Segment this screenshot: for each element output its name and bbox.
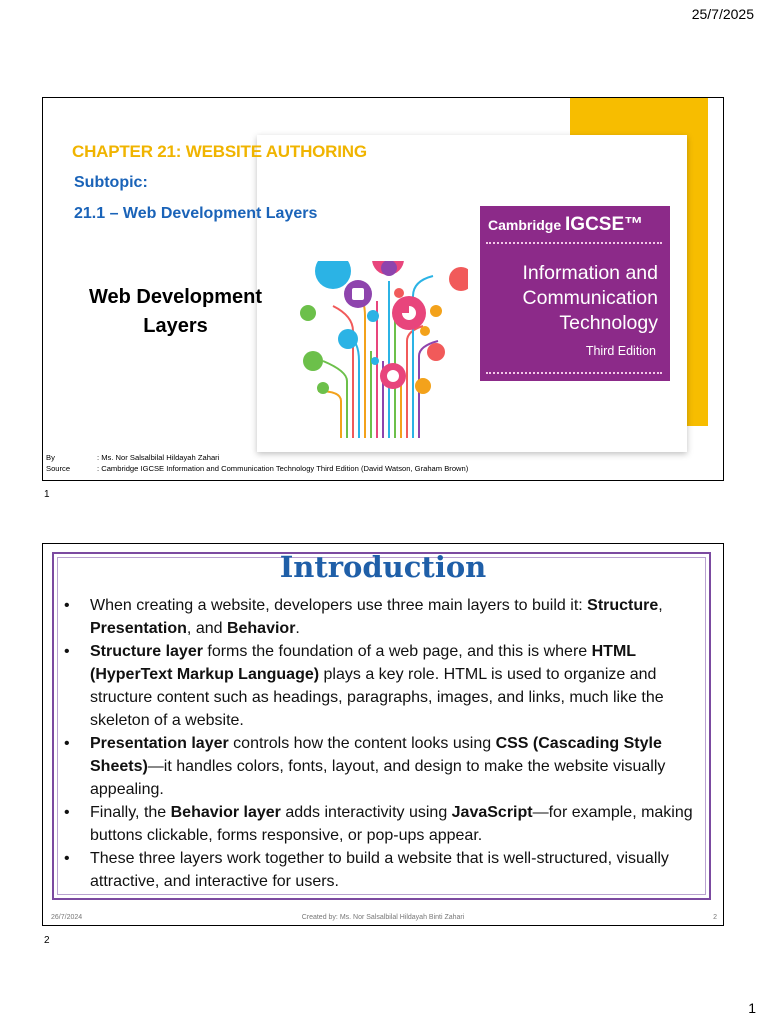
bullet-text: adds interactivity using (280, 804, 452, 821)
bullet-item (70, 847, 708, 893)
bullet-bold-text: Behavior (226, 620, 296, 637)
book-cover (480, 206, 670, 381)
bullet-text: forms the foundation of a web page, and this is where (202, 643, 592, 660)
subtopic-title: 21.1 – Web Development Layers (74, 205, 318, 222)
bullet-item (70, 801, 708, 847)
book-title-line-1: Information and (522, 262, 658, 284)
book-dots-top (486, 242, 662, 244)
book-dots-bottom (486, 372, 662, 374)
credit-source-value: : Cambridge IGCSE Information and Communication Technology Third Edition (David Watson, Graham Brown) (97, 464, 469, 473)
slide-heading-line-2: Layers (143, 315, 208, 337)
bullet-item (70, 732, 708, 801)
credit-by-label: By (46, 453, 55, 462)
slide-heading (73, 283, 278, 341)
bullet-bold-text: Presentation layer (90, 735, 229, 752)
bullet-text: plays a key role. HTML is used to organize and structure content such as headings, paragraphs, images, and links, much like the skeleton of a website. (90, 666, 664, 729)
slide-1 (42, 97, 724, 481)
bullet-text: , (658, 597, 663, 614)
bullet-bold-text: CSS (Cascading Style Sheets) (90, 735, 662, 775)
bullet-item (70, 594, 708, 640)
book-title-line-3: Technology (559, 312, 658, 334)
bullet-text: controls how the content looks using (228, 735, 496, 752)
tech-tree-illustration (293, 261, 468, 438)
bullet-text: These three layers work together to build a website that is well-structured, visually attractive, and interactive for users. (90, 850, 669, 890)
slide-title: Introduction (279, 550, 487, 584)
footer-author: Created by: Ms. Nor Salsalbilal Hildayah Binti Zahari (301, 914, 465, 921)
bullet-bold-text: Presentation (90, 620, 187, 637)
bullet-item (70, 640, 708, 732)
page-number: 1 (748, 1000, 756, 1016)
chapter-title: CHAPTER 21: WEBSITE AUTHORING (72, 142, 367, 161)
bullet-bold-text: Structure (587, 597, 659, 614)
bullet-bold-text: Structure layer (90, 643, 203, 660)
book-brand (488, 214, 643, 236)
bullet-list (70, 594, 708, 893)
slide-credits (46, 452, 468, 474)
bullet-text: , and (186, 620, 227, 637)
book-brand-series: IGCSE™ (565, 214, 644, 235)
bullet-bold-text: JavaScript (451, 804, 533, 821)
bullet-bold-text: HTML (HyperText Markup Language) (90, 643, 636, 683)
bullet-text: Finally, the (90, 804, 171, 821)
bullet-text: . (295, 620, 300, 637)
bullet-bold-text: Behavior layer (170, 804, 281, 821)
subtopic-label: Subtopic: (74, 174, 148, 191)
book-brand-name: Cambridge (488, 217, 562, 233)
credit-by (46, 452, 468, 463)
bullet-text: When creating a website, developers use three main layers to build it: (90, 597, 588, 614)
credit-source-label: Source (46, 464, 71, 473)
credit-source (46, 463, 468, 474)
footer-date: 26/7/2024 (51, 914, 83, 921)
footer-slide-number: 2 (713, 914, 717, 921)
slide-number-2: 2 (44, 935, 50, 946)
slide-number-1: 1 (44, 489, 50, 500)
print-date: 25/7/2025 (691, 6, 754, 22)
credit-by-value: : Ms. Nor Salsalbilal Hildayah Zahari (97, 453, 220, 462)
book-title-line-2: Communication (522, 287, 658, 309)
bullet-text: —for example, making buttons clickable, forms responsive, or pop-ups appear. (90, 804, 693, 844)
slide-2 (42, 543, 724, 926)
bullet-text: —it handles colors, fonts, layout, and design to make the website visually appealing. (90, 758, 666, 798)
slide-heading-line-1: Web Development (89, 286, 262, 308)
book-title (489, 261, 658, 336)
book-edition: Third Edition (585, 344, 656, 358)
